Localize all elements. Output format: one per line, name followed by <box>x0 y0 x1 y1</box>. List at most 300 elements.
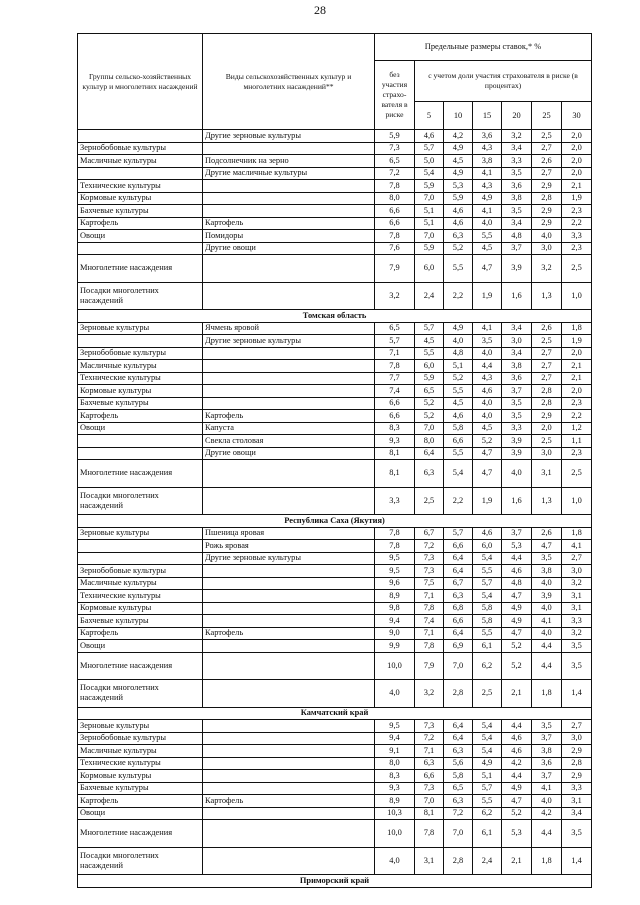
rate-cell: 3,2 <box>562 577 592 590</box>
table-row <box>78 615 592 628</box>
rate-cell: 6,7 <box>444 577 473 590</box>
rate-cell: 6,9 <box>444 640 473 653</box>
rate-cell: 5,4 <box>444 460 473 488</box>
rate-cell: 2,5 <box>415 487 444 515</box>
crop-group-cell: Картофель <box>78 795 203 808</box>
rate-cell: 4,7 <box>502 795 532 808</box>
rate-cell: 7,0 <box>444 652 473 680</box>
rate-cell: 2,0 <box>562 385 592 398</box>
rate-cell: 5,5 <box>444 385 473 398</box>
rate-cell: 2,3 <box>562 205 592 218</box>
header-percent-20: 20 <box>502 102 532 130</box>
crop-type-cell: Другие масличные культуры <box>203 167 375 180</box>
crop-group-cell: Кормовые культуры <box>78 192 203 205</box>
rate-no-participation-cell: 6,6 <box>375 410 415 423</box>
rate-cell: 1,0 <box>562 487 592 515</box>
table-row <box>78 322 592 335</box>
region-title: Республика Саха (Якутия) <box>78 515 592 528</box>
rate-cell: 5,3 <box>502 820 532 848</box>
header-percent-10: 10 <box>444 102 473 130</box>
crop-type-cell <box>203 565 375 578</box>
crop-group-cell <box>78 167 203 180</box>
rate-cell: 2,5 <box>532 130 562 143</box>
rate-cell: 4,3 <box>473 142 502 155</box>
table-row <box>78 230 592 243</box>
rate-cell: 2,0 <box>562 130 592 143</box>
rate-cell: 4,9 <box>444 322 473 335</box>
rate-cell: 2,6 <box>532 527 562 540</box>
rate-cell: 4,9 <box>502 602 532 615</box>
rate-cell: 4,9 <box>502 615 532 628</box>
rate-cell: 3,5 <box>562 652 592 680</box>
table-row <box>78 347 592 360</box>
rate-no-participation-cell: 8,3 <box>375 770 415 783</box>
crop-group-cell: Картофель <box>78 627 203 640</box>
rate-cell: 7,0 <box>415 230 444 243</box>
rate-cell: 2,1 <box>502 680 532 708</box>
header-no-participation: без участия страхо-вателя в риске <box>375 61 415 130</box>
region-row <box>78 875 592 888</box>
rate-no-participation-cell: 8,9 <box>375 590 415 603</box>
rate-cell: 3,6 <box>473 130 502 143</box>
rate-cell: 4,4 <box>502 552 532 565</box>
rate-no-participation-cell: 7,8 <box>375 527 415 540</box>
rate-no-participation-cell: 9,9 <box>375 640 415 653</box>
table-row <box>78 527 592 540</box>
crop-type-cell <box>203 640 375 653</box>
rate-no-participation-cell: 6,6 <box>375 397 415 410</box>
rate-cell: 2,4 <box>473 847 502 875</box>
rate-cell: 7,4 <box>415 615 444 628</box>
rate-cell: 4,0 <box>473 347 502 360</box>
rate-cell: 7,8 <box>415 820 444 848</box>
rate-cell: 5,1 <box>415 205 444 218</box>
rate-cell: 5,4 <box>473 590 502 603</box>
crop-type-cell <box>203 360 375 373</box>
rate-cell: 3,6 <box>532 757 562 770</box>
crop-group-cell: Бахчевые культуры <box>78 782 203 795</box>
crop-type-cell <box>203 820 375 848</box>
rate-cell: 2,5 <box>473 680 502 708</box>
rate-no-participation-cell: 9,3 <box>375 782 415 795</box>
rate-cell: 2,5 <box>562 255 592 283</box>
table-row <box>78 627 592 640</box>
table-row <box>78 540 592 553</box>
crop-type-cell <box>203 205 375 218</box>
crop-type-cell <box>203 282 375 310</box>
table-row <box>78 487 592 515</box>
rate-cell: 7,9 <box>415 652 444 680</box>
rate-cell: 1,9 <box>562 192 592 205</box>
rate-cell: 8,0 <box>415 435 444 448</box>
rate-cell: 4,7 <box>532 540 562 553</box>
rate-cell: 2,7 <box>532 142 562 155</box>
rate-cell: 5,8 <box>444 422 473 435</box>
rate-no-participation-cell: 8,9 <box>375 795 415 808</box>
rate-no-participation-cell: 9,4 <box>375 615 415 628</box>
rate-no-participation-cell: 7,3 <box>375 142 415 155</box>
rate-cell: 2,0 <box>532 422 562 435</box>
rate-cell: 1,0 <box>562 282 592 310</box>
crop-group-cell: Овощи <box>78 230 203 243</box>
crop-type-cell <box>203 652 375 680</box>
rate-cell: 6,2 <box>473 652 502 680</box>
rate-cell: 3,1 <box>562 795 592 808</box>
crop-group-cell: Посадки многолетних насаждений <box>78 282 203 310</box>
crop-type-cell <box>203 720 375 733</box>
crop-group-cell: Многолетние насаждения <box>78 652 203 680</box>
rate-cell: 2,2 <box>444 487 473 515</box>
rate-cell: 5,5 <box>473 627 502 640</box>
table-row <box>78 820 592 848</box>
rate-cell: 4,7 <box>502 627 532 640</box>
crop-group-cell: Зерновые культуры <box>78 322 203 335</box>
rate-cell: 3,5 <box>473 335 502 348</box>
rate-cell: 4,9 <box>444 167 473 180</box>
crop-group-cell <box>78 435 203 448</box>
rate-cell: 6,5 <box>444 782 473 795</box>
table-row <box>78 397 592 410</box>
rate-cell: 3,4 <box>502 142 532 155</box>
crop-group-cell: Посадки многолетних насаждений <box>78 487 203 515</box>
table-row <box>78 680 592 708</box>
page-number: 28 <box>314 3 326 17</box>
rate-cell: 6,0 <box>415 255 444 283</box>
rate-cell: 4,0 <box>473 217 502 230</box>
crop-group-cell <box>78 335 203 348</box>
rate-cell: 1,4 <box>562 847 592 875</box>
crop-type-cell <box>203 372 375 385</box>
rate-cell: 3,0 <box>532 242 562 255</box>
rate-cell: 1,8 <box>562 527 592 540</box>
rate-cell: 7,3 <box>415 565 444 578</box>
crop-type-cell <box>203 847 375 875</box>
rate-cell: 6,4 <box>444 720 473 733</box>
rate-cell: 4,6 <box>502 732 532 745</box>
rate-cell: 6,6 <box>444 540 473 553</box>
rate-cell: 7,0 <box>444 820 473 848</box>
rate-no-participation-cell: 4,0 <box>375 847 415 875</box>
rate-cell: 4,0 <box>532 795 562 808</box>
crop-type-cell <box>203 615 375 628</box>
rate-cell: 2,7 <box>562 720 592 733</box>
crop-type-cell <box>203 745 375 758</box>
rate-cell: 3,5 <box>502 205 532 218</box>
rate-cell: 2,2 <box>562 217 592 230</box>
crop-type-cell <box>203 255 375 283</box>
rate-cell: 4,9 <box>444 142 473 155</box>
table-row <box>78 782 592 795</box>
rate-cell: 4,4 <box>532 652 562 680</box>
rate-cell: 5,2 <box>415 397 444 410</box>
rate-cell: 3,8 <box>473 155 502 168</box>
crop-type-cell: Другие зерновые культуры <box>203 130 375 143</box>
rate-cell: 3,7 <box>502 527 532 540</box>
rate-cell: 5,8 <box>444 770 473 783</box>
rate-cell: 4,1 <box>532 615 562 628</box>
rate-no-participation-cell: 9,5 <box>375 720 415 733</box>
table-row <box>78 435 592 448</box>
table-row <box>78 807 592 820</box>
rate-cell: 5,2 <box>444 372 473 385</box>
header-types: Виды сельскохозяйственных культур и многолетних насаждений** <box>203 34 375 130</box>
rate-cell: 4,0 <box>444 335 473 348</box>
header-percent-5: 5 <box>415 102 444 130</box>
table-row <box>78 142 592 155</box>
rate-cell: 6,3 <box>444 795 473 808</box>
table-row <box>78 460 592 488</box>
rate-cell: 2,7 <box>562 552 592 565</box>
rate-cell: 6,6 <box>415 770 444 783</box>
header-percent-30: 30 <box>562 102 592 130</box>
crop-group-cell: Зернобобовые культуры <box>78 565 203 578</box>
rate-cell: 4,6 <box>473 527 502 540</box>
rate-cell: 2,0 <box>562 142 592 155</box>
table-row <box>78 217 592 230</box>
table-row <box>78 167 592 180</box>
rate-cell: 5,2 <box>473 435 502 448</box>
crop-group-cell: Посадки многолетних насаждений <box>78 680 203 708</box>
crop-type-cell <box>203 602 375 615</box>
table-row <box>78 360 592 373</box>
rate-cell: 7,3 <box>415 552 444 565</box>
crop-group-cell: Посадки многолетних насаждений <box>78 847 203 875</box>
region-title: Томская область <box>78 310 592 323</box>
rate-no-participation-cell: 8,0 <box>375 192 415 205</box>
table-row <box>78 422 592 435</box>
rate-no-participation-cell: 5,9 <box>375 130 415 143</box>
table-row <box>78 720 592 733</box>
rate-cell: 3,7 <box>502 242 532 255</box>
rate-cell: 2,8 <box>444 847 473 875</box>
rate-cell: 6,8 <box>444 602 473 615</box>
rate-cell: 2,7 <box>532 167 562 180</box>
rate-cell: 3,2 <box>502 130 532 143</box>
rate-cell: 5,4 <box>473 745 502 758</box>
rate-cell: 4,6 <box>415 130 444 143</box>
table-row <box>78 242 592 255</box>
crop-type-cell <box>203 590 375 603</box>
rate-cell: 3,9 <box>502 447 532 460</box>
table-row <box>78 372 592 385</box>
table-row <box>78 130 592 143</box>
rate-cell: 3,4 <box>502 347 532 360</box>
rate-no-participation-cell: 7,7 <box>375 372 415 385</box>
crop-type-cell: Другие зерновые культуры <box>203 552 375 565</box>
rate-cell: 4,5 <box>473 242 502 255</box>
crop-group-cell: Бахчевые культуры <box>78 205 203 218</box>
rate-cell: 2,1 <box>562 360 592 373</box>
rate-cell: 2,0 <box>562 155 592 168</box>
rate-cell: 4,3 <box>473 180 502 193</box>
rate-cell: 2,8 <box>532 385 562 398</box>
crop-group-cell: Бахчевые культуры <box>78 397 203 410</box>
crop-group-cell: Картофель <box>78 217 203 230</box>
rate-no-participation-cell: 9,5 <box>375 565 415 578</box>
rate-cell: 2,5 <box>532 435 562 448</box>
header-rates-title: Предельные размеры ставок,* % <box>375 34 592 61</box>
rate-cell: 5,5 <box>473 230 502 243</box>
rate-cell: 6,6 <box>444 615 473 628</box>
rate-cell: 4,1 <box>473 322 502 335</box>
rate-no-participation-cell: 3,2 <box>375 282 415 310</box>
rate-cell: 6,3 <box>415 757 444 770</box>
rate-cell: 4,1 <box>562 540 592 553</box>
rate-cell: 3,0 <box>562 565 592 578</box>
header-groups: Группы сельско-хозяйственных культур и многолетних насаждений <box>78 34 203 130</box>
crop-type-cell <box>203 680 375 708</box>
rate-cell: 3,5 <box>532 720 562 733</box>
rate-no-participation-cell: 7,9 <box>375 255 415 283</box>
rate-cell: 4,5 <box>444 397 473 410</box>
crop-group-cell <box>78 242 203 255</box>
rate-cell: 4,7 <box>473 255 502 283</box>
crop-group-cell <box>78 540 203 553</box>
crop-type-cell <box>203 385 375 398</box>
rate-cell: 5,2 <box>502 640 532 653</box>
crop-group-cell: Технические культуры <box>78 590 203 603</box>
crop-type-cell <box>203 807 375 820</box>
rate-cell: 5,7 <box>473 782 502 795</box>
rate-no-participation-cell: 8,3 <box>375 422 415 435</box>
rate-cell: 2,1 <box>562 180 592 193</box>
crop-group-cell: Бахчевые культуры <box>78 615 203 628</box>
crop-type-cell: Рожь яровая <box>203 540 375 553</box>
rate-cell: 1,6 <box>502 487 532 515</box>
header-percent-25: 25 <box>532 102 562 130</box>
rate-no-participation-cell: 7,6 <box>375 242 415 255</box>
table-row <box>78 155 592 168</box>
rate-cell: 5,2 <box>415 410 444 423</box>
rate-cell: 1,3 <box>532 282 562 310</box>
rate-cell: 1,4 <box>562 680 592 708</box>
rate-cell: 4,0 <box>502 460 532 488</box>
rate-cell: 3,4 <box>502 217 532 230</box>
rate-cell: 7,2 <box>415 732 444 745</box>
crop-group-cell: Технические культуры <box>78 180 203 193</box>
crop-type-cell: Пшеница яровая <box>203 527 375 540</box>
rate-cell: 5,5 <box>473 565 502 578</box>
rate-cell: 7,0 <box>415 422 444 435</box>
crop-group-cell <box>78 447 203 460</box>
header-percent-15: 15 <box>473 102 502 130</box>
crop-type-cell: Подсолнечник на зерно <box>203 155 375 168</box>
rate-cell: 7,3 <box>415 720 444 733</box>
rate-no-participation-cell: 9,5 <box>375 552 415 565</box>
rate-cell: 2,3 <box>562 447 592 460</box>
rate-no-participation-cell: 10,0 <box>375 652 415 680</box>
crop-type-cell: Картофель <box>203 627 375 640</box>
table-row <box>78 770 592 783</box>
rate-cell: 4,6 <box>502 565 532 578</box>
rate-cell: 5,5 <box>444 255 473 283</box>
rate-cell: 4,4 <box>532 820 562 848</box>
rate-cell: 2,6 <box>532 155 562 168</box>
rate-cell: 3,0 <box>532 447 562 460</box>
table-row <box>78 602 592 615</box>
rate-no-participation-cell: 6,5 <box>375 155 415 168</box>
rate-cell: 3,0 <box>562 732 592 745</box>
crop-group-cell: Кормовые культуры <box>78 602 203 615</box>
crop-type-cell <box>203 770 375 783</box>
rate-cell: 6,4 <box>415 447 444 460</box>
table-row <box>78 205 592 218</box>
rate-cell: 2,6 <box>532 322 562 335</box>
rate-cell: 3,6 <box>502 372 532 385</box>
crop-type-cell <box>203 347 375 360</box>
rate-cell: 6,1 <box>473 640 502 653</box>
rate-cell: 2,1 <box>502 847 532 875</box>
rate-cell: 3,6 <box>502 180 532 193</box>
table-row <box>78 552 592 565</box>
table-row <box>78 385 592 398</box>
rate-cell: 5,7 <box>473 577 502 590</box>
rate-cell: 4,8 <box>502 577 532 590</box>
rate-cell: 5,5 <box>473 795 502 808</box>
rate-cell: 2,0 <box>562 167 592 180</box>
crop-group-cell: Зерновые культуры <box>78 527 203 540</box>
rate-cell: 3,5 <box>562 640 592 653</box>
crop-group-cell: Многолетние насаждения <box>78 255 203 283</box>
rate-cell: 4,2 <box>444 130 473 143</box>
rate-no-participation-cell: 4,0 <box>375 680 415 708</box>
rate-cell: 3,5 <box>502 397 532 410</box>
rate-cell: 3,7 <box>532 770 562 783</box>
rate-cell: 3,1 <box>415 847 444 875</box>
crop-type-cell <box>203 192 375 205</box>
rate-cell: 5,4 <box>473 720 502 733</box>
rate-cell: 3,9 <box>532 590 562 603</box>
crop-type-cell <box>203 460 375 488</box>
rate-cell: 4,9 <box>473 757 502 770</box>
rate-cell: 2,9 <box>562 745 592 758</box>
rate-cell: 5,7 <box>444 527 473 540</box>
crop-type-cell: Свекла столовая <box>203 435 375 448</box>
rate-cell: 5,4 <box>415 167 444 180</box>
rate-cell: 4,0 <box>532 577 562 590</box>
rate-cell: 3,9 <box>502 255 532 283</box>
rate-cell: 4,5 <box>444 155 473 168</box>
table-row <box>78 410 592 423</box>
rate-cell: 7,2 <box>444 807 473 820</box>
rate-cell: 5,2 <box>502 807 532 820</box>
rate-cell: 1,3 <box>532 487 562 515</box>
rate-cell: 3,8 <box>502 360 532 373</box>
rate-cell: 5,1 <box>473 770 502 783</box>
rate-cell: 3,4 <box>502 322 532 335</box>
rate-cell: 4,4 <box>502 770 532 783</box>
crop-type-cell: Другие зерновые культуры <box>203 335 375 348</box>
crop-group-cell: Зерновые культуры <box>78 720 203 733</box>
crop-type-cell: Капуста <box>203 422 375 435</box>
region-row <box>78 707 592 720</box>
rate-cell: 3,5 <box>562 820 592 848</box>
rate-cell: 7,1 <box>415 745 444 758</box>
rate-cell: 6,3 <box>444 230 473 243</box>
rate-cell: 3,1 <box>562 602 592 615</box>
rate-cell: 3,1 <box>562 590 592 603</box>
rate-cell: 1,6 <box>502 282 532 310</box>
rate-cell: 4,7 <box>473 460 502 488</box>
rate-no-participation-cell: 7,8 <box>375 180 415 193</box>
rate-cell: 3,2 <box>562 627 592 640</box>
rate-cell: 3,8 <box>532 565 562 578</box>
rate-cell: 5,0 <box>415 155 444 168</box>
crop-type-cell <box>203 142 375 155</box>
crop-type-cell: Помидоры <box>203 230 375 243</box>
rate-cell: 1,8 <box>532 680 562 708</box>
rate-cell: 6,3 <box>444 590 473 603</box>
